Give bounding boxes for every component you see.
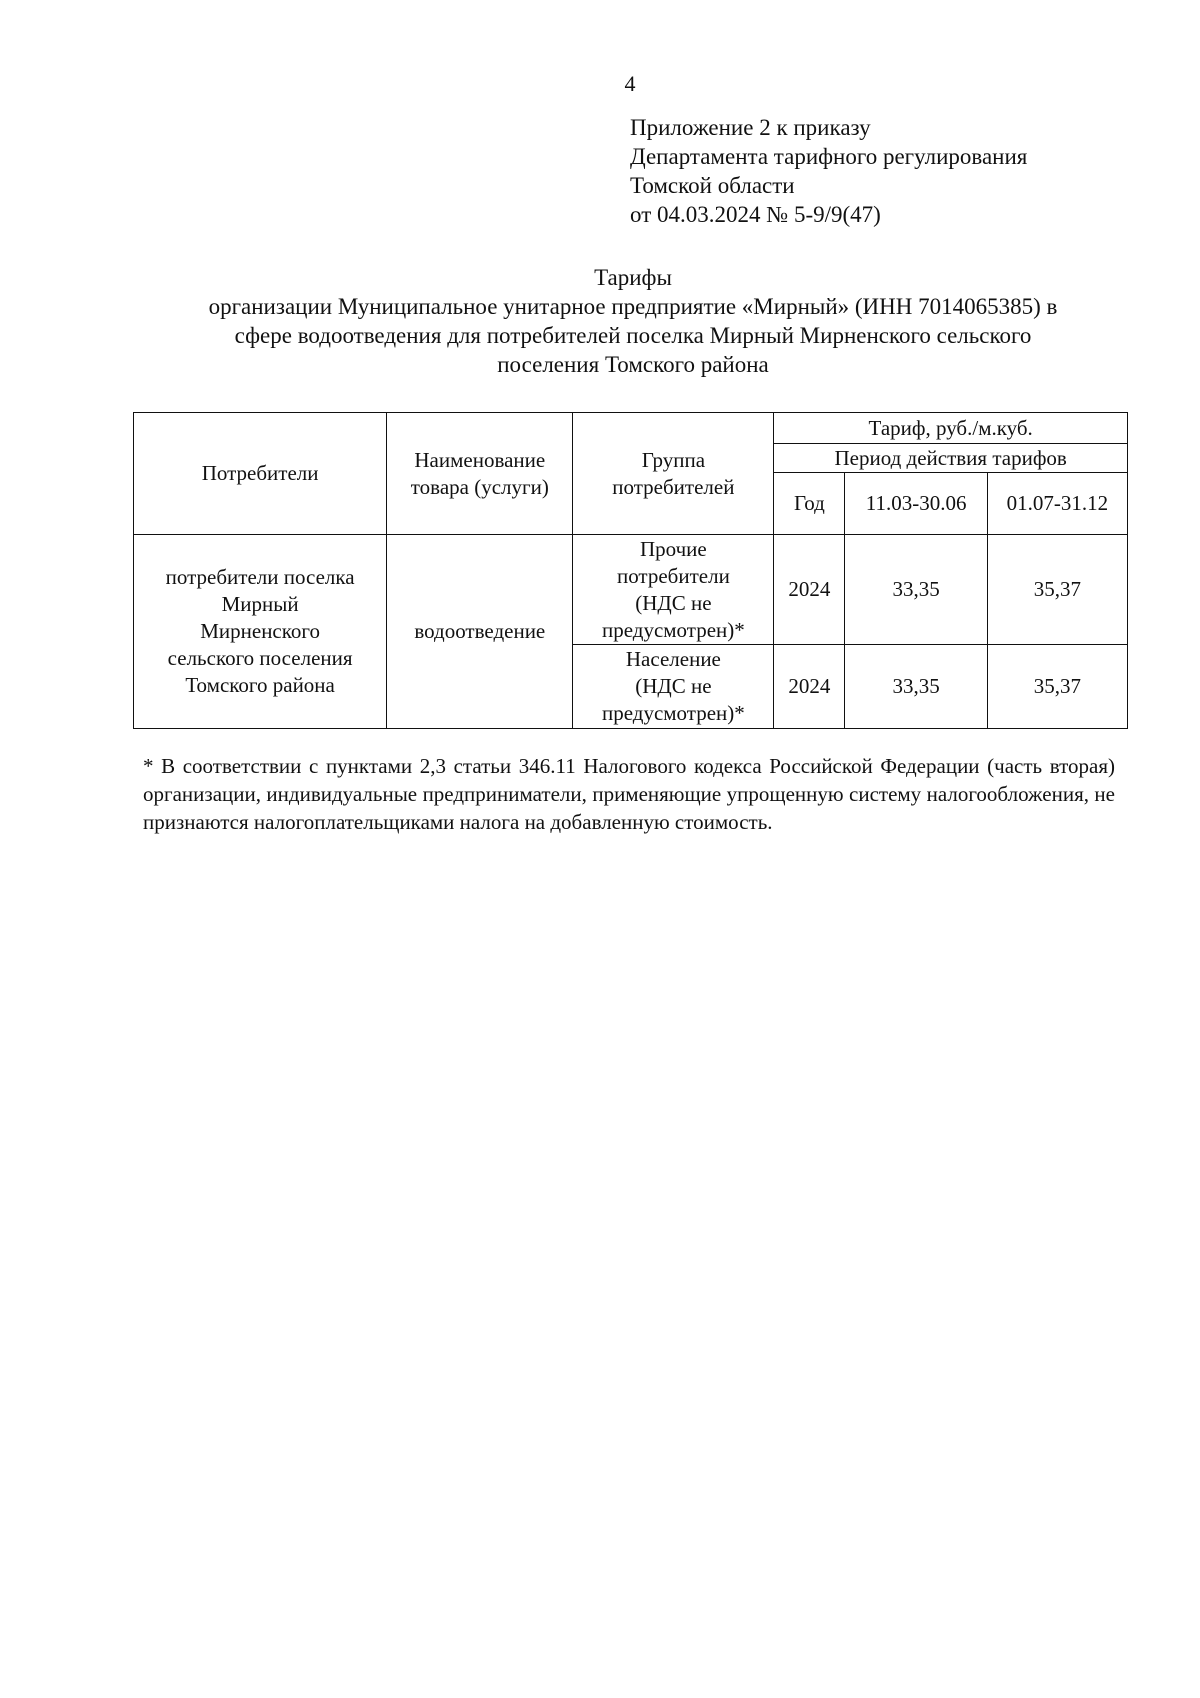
header-period-1: 11.03-30.06 xyxy=(845,473,987,535)
appendix-line: Томской области xyxy=(630,173,795,198)
footnote: * В соответствии с пунктами 2,3 статьи 346.11 Налогового кодекса Российской Федерации (часть вторая) организации, индивидуальные предприниматели, применяющие упрощенную систему налогообложения, не признаются налогоплательщиками налога на добавленную стоимость. xyxy=(143,754,1115,834)
consumers-cell: потребители поселка Мирный Мирненского сельского поселения Томского района xyxy=(134,535,387,729)
appendix-line: от 04.03.2024 № 5-9/9(47) xyxy=(630,202,881,227)
year-cell: 2024 xyxy=(774,535,845,645)
tariff-value-cell: 33,35 xyxy=(845,535,987,645)
header-consumer-group: Группа потребителей xyxy=(573,413,774,535)
group-cell: Прочие потребители (НДС не предусмотрен)* xyxy=(573,535,774,645)
tariff-value-cell: 35,37 xyxy=(987,645,1127,729)
tariff-table xyxy=(133,412,1128,729)
appendix-line: Приложение 2 к приказу xyxy=(630,115,871,140)
header-period: Период действия тарифов xyxy=(774,444,1128,473)
header-service: Наименование товара (услуги) xyxy=(387,413,573,535)
appendix-reference xyxy=(630,113,1027,229)
group-cell: Население (НДС не предусмотрен)* xyxy=(573,645,774,729)
header-year: Год xyxy=(774,473,845,535)
title-heading: Тарифы xyxy=(594,265,672,290)
header-period-2: 01.07-31.12 xyxy=(987,473,1127,535)
title-line: организации Муниципальное унитарное предприятие «Мирный» (ИНН 7014065385) в xyxy=(208,294,1058,319)
title-line: сфере водоотведения для потребителей поселка Мирный Мирненского сельского xyxy=(234,323,1032,348)
tariff-value-cell: 33,35 xyxy=(845,645,987,729)
table-row xyxy=(134,535,1128,645)
title-line: поселения Томского района xyxy=(497,352,769,377)
header-tariff: Тариф, руб./м.куб. xyxy=(774,413,1128,444)
service-cell: водоотведение xyxy=(387,535,573,729)
document-title xyxy=(133,263,1133,379)
page-number: 4 xyxy=(624,71,636,96)
tariff-value-cell: 35,37 xyxy=(987,535,1127,645)
year-cell: 2024 xyxy=(774,645,845,729)
header-consumers: Потребители xyxy=(134,413,387,535)
appendix-line: Департамента тарифного регулирования xyxy=(630,144,1028,169)
